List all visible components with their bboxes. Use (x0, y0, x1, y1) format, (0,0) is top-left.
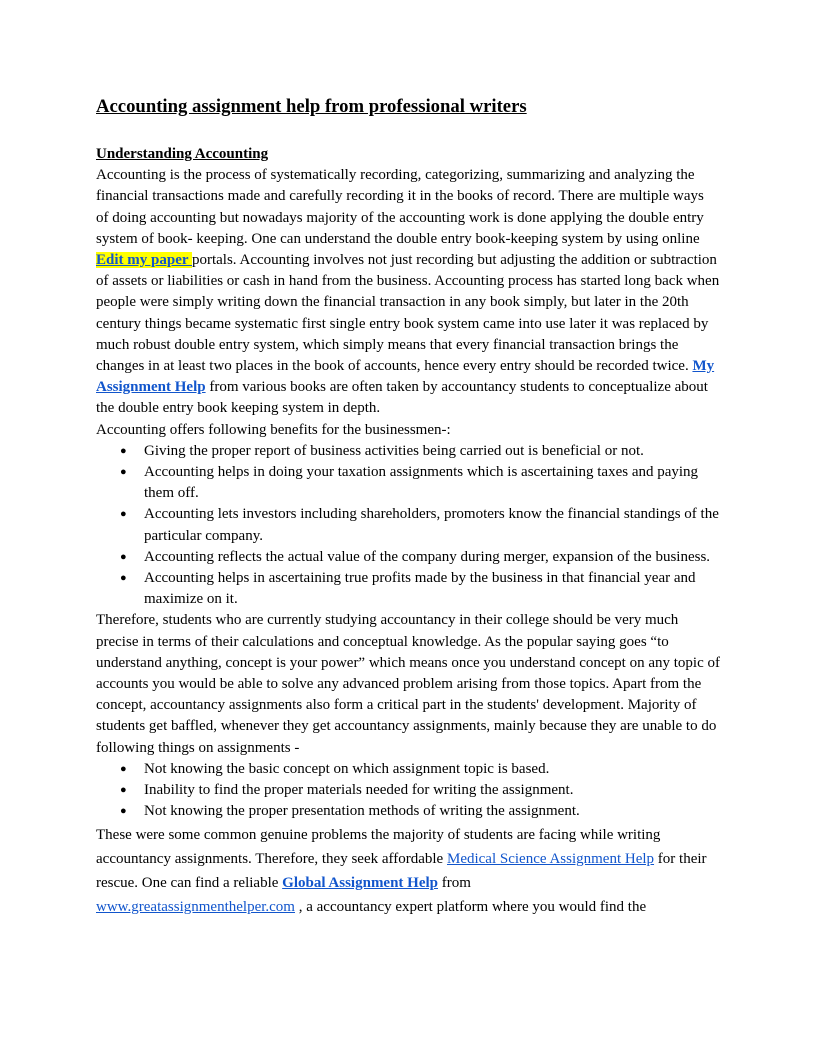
intro-paragraph (96, 165, 720, 419)
my-assignment-help-link[interactable]: My Assignment Help (96, 358, 715, 396)
benefits-list (96, 441, 720, 611)
list-item: ● Accounting lets investors including shareholders, promoters know the financial standings of the particular company. (144, 504, 720, 546)
intro-text-3: from various books are often taken by accountancy students to conceptualize about the double entry book keeping system in depth. (96, 379, 708, 417)
list-item: ● Not knowing the basic concept on which assignment topic is based. (144, 759, 720, 780)
problems-list (96, 759, 720, 823)
closing-text-4: from (438, 874, 471, 891)
list-item: ● Not knowing the proper presentation methods of writing the assignment. (144, 801, 720, 822)
closing-paragraph (96, 823, 720, 919)
edit-my-paper-link[interactable]: Edit my paper (96, 252, 192, 269)
closing-text-2: accountancy assignments. Therefore, they seek affordable (96, 850, 447, 867)
list-item: ● Accounting reflects the actual value of the company during merger, expansion of the business. (144, 547, 720, 568)
document-page (96, 94, 720, 919)
benefits-intro: Accounting offers following benefits for the businessmen-: (96, 421, 451, 438)
section-heading: Understanding Accounting (96, 146, 269, 162)
list-item: ● Accounting helps in doing your taxation assignments which is ascertaining taxes and paying them off. (144, 462, 720, 504)
list-item: ● Giving the proper report of business activities being carried out is beneficial or not. (144, 441, 720, 462)
closing-text-1: These were some common genuine problems the majority of students are facing while writing (96, 826, 661, 843)
list-item: ● Accounting helps in ascertaining true profits made by the business in that financial year and maximize on it. (144, 568, 720, 610)
closing-text-3: for their rescue. One can find a reliable (96, 850, 707, 891)
medical-science-assignment-help-link[interactable]: Medical Science Assignment Help (446, 850, 655, 867)
document-title: Accounting assignment help from professional writers (96, 96, 527, 117)
concept-paragraph: Therefore, students who are currently studying accountancy in their college should be very much precise in terms of their calculations and conceptual knowledge. As the popular saying goes “to understand anything, concept is your power” which means once you understand concept on any topic of accounts you would be able to solve any advanced problem arising from those topics. Apart from the concept, accountancy assignments also form a critical part in the students' development. Majority of students get baffled, whenever they get accountancy assignments, mainly because they are unable to do following things on assignments - (96, 612, 720, 756)
list-item: ● Inability to find the proper materials needed for writing the assignment. (144, 780, 720, 801)
website-url-link[interactable]: www.greatassignmenthelper.com (96, 898, 295, 915)
intro-text-2: portals. Accounting involves not just recording but adjusting the addition or subtraction of assets or liabilities or cash in hand from the business. Accounting process has started long back when people were simply writing down the financial transaction in any book simply, but later in the 20th century things became systematic first single entry book system came into use later it was replaced by much robust double entry system, which simply means that every financial transaction brings the changes in at least two places in the book of accounts, hence every entry should be recorded twice. (96, 252, 720, 375)
closing-text-5: , a accountancy expert platform where you would find the (294, 898, 647, 915)
global-assignment-help-link[interactable]: Global Assignment Help (282, 874, 439, 891)
intro-text-1: Accounting is the process of systematically recording, categorizing, summarizing and analyzing the financial transactions made and carefully recording it in the books of record. There are multiple ways of doing accounting but nowadays majority of the accounting work is done applying the double entry system of book- keeping. One can understand the double entry book-keeping system by using online (96, 167, 704, 247)
